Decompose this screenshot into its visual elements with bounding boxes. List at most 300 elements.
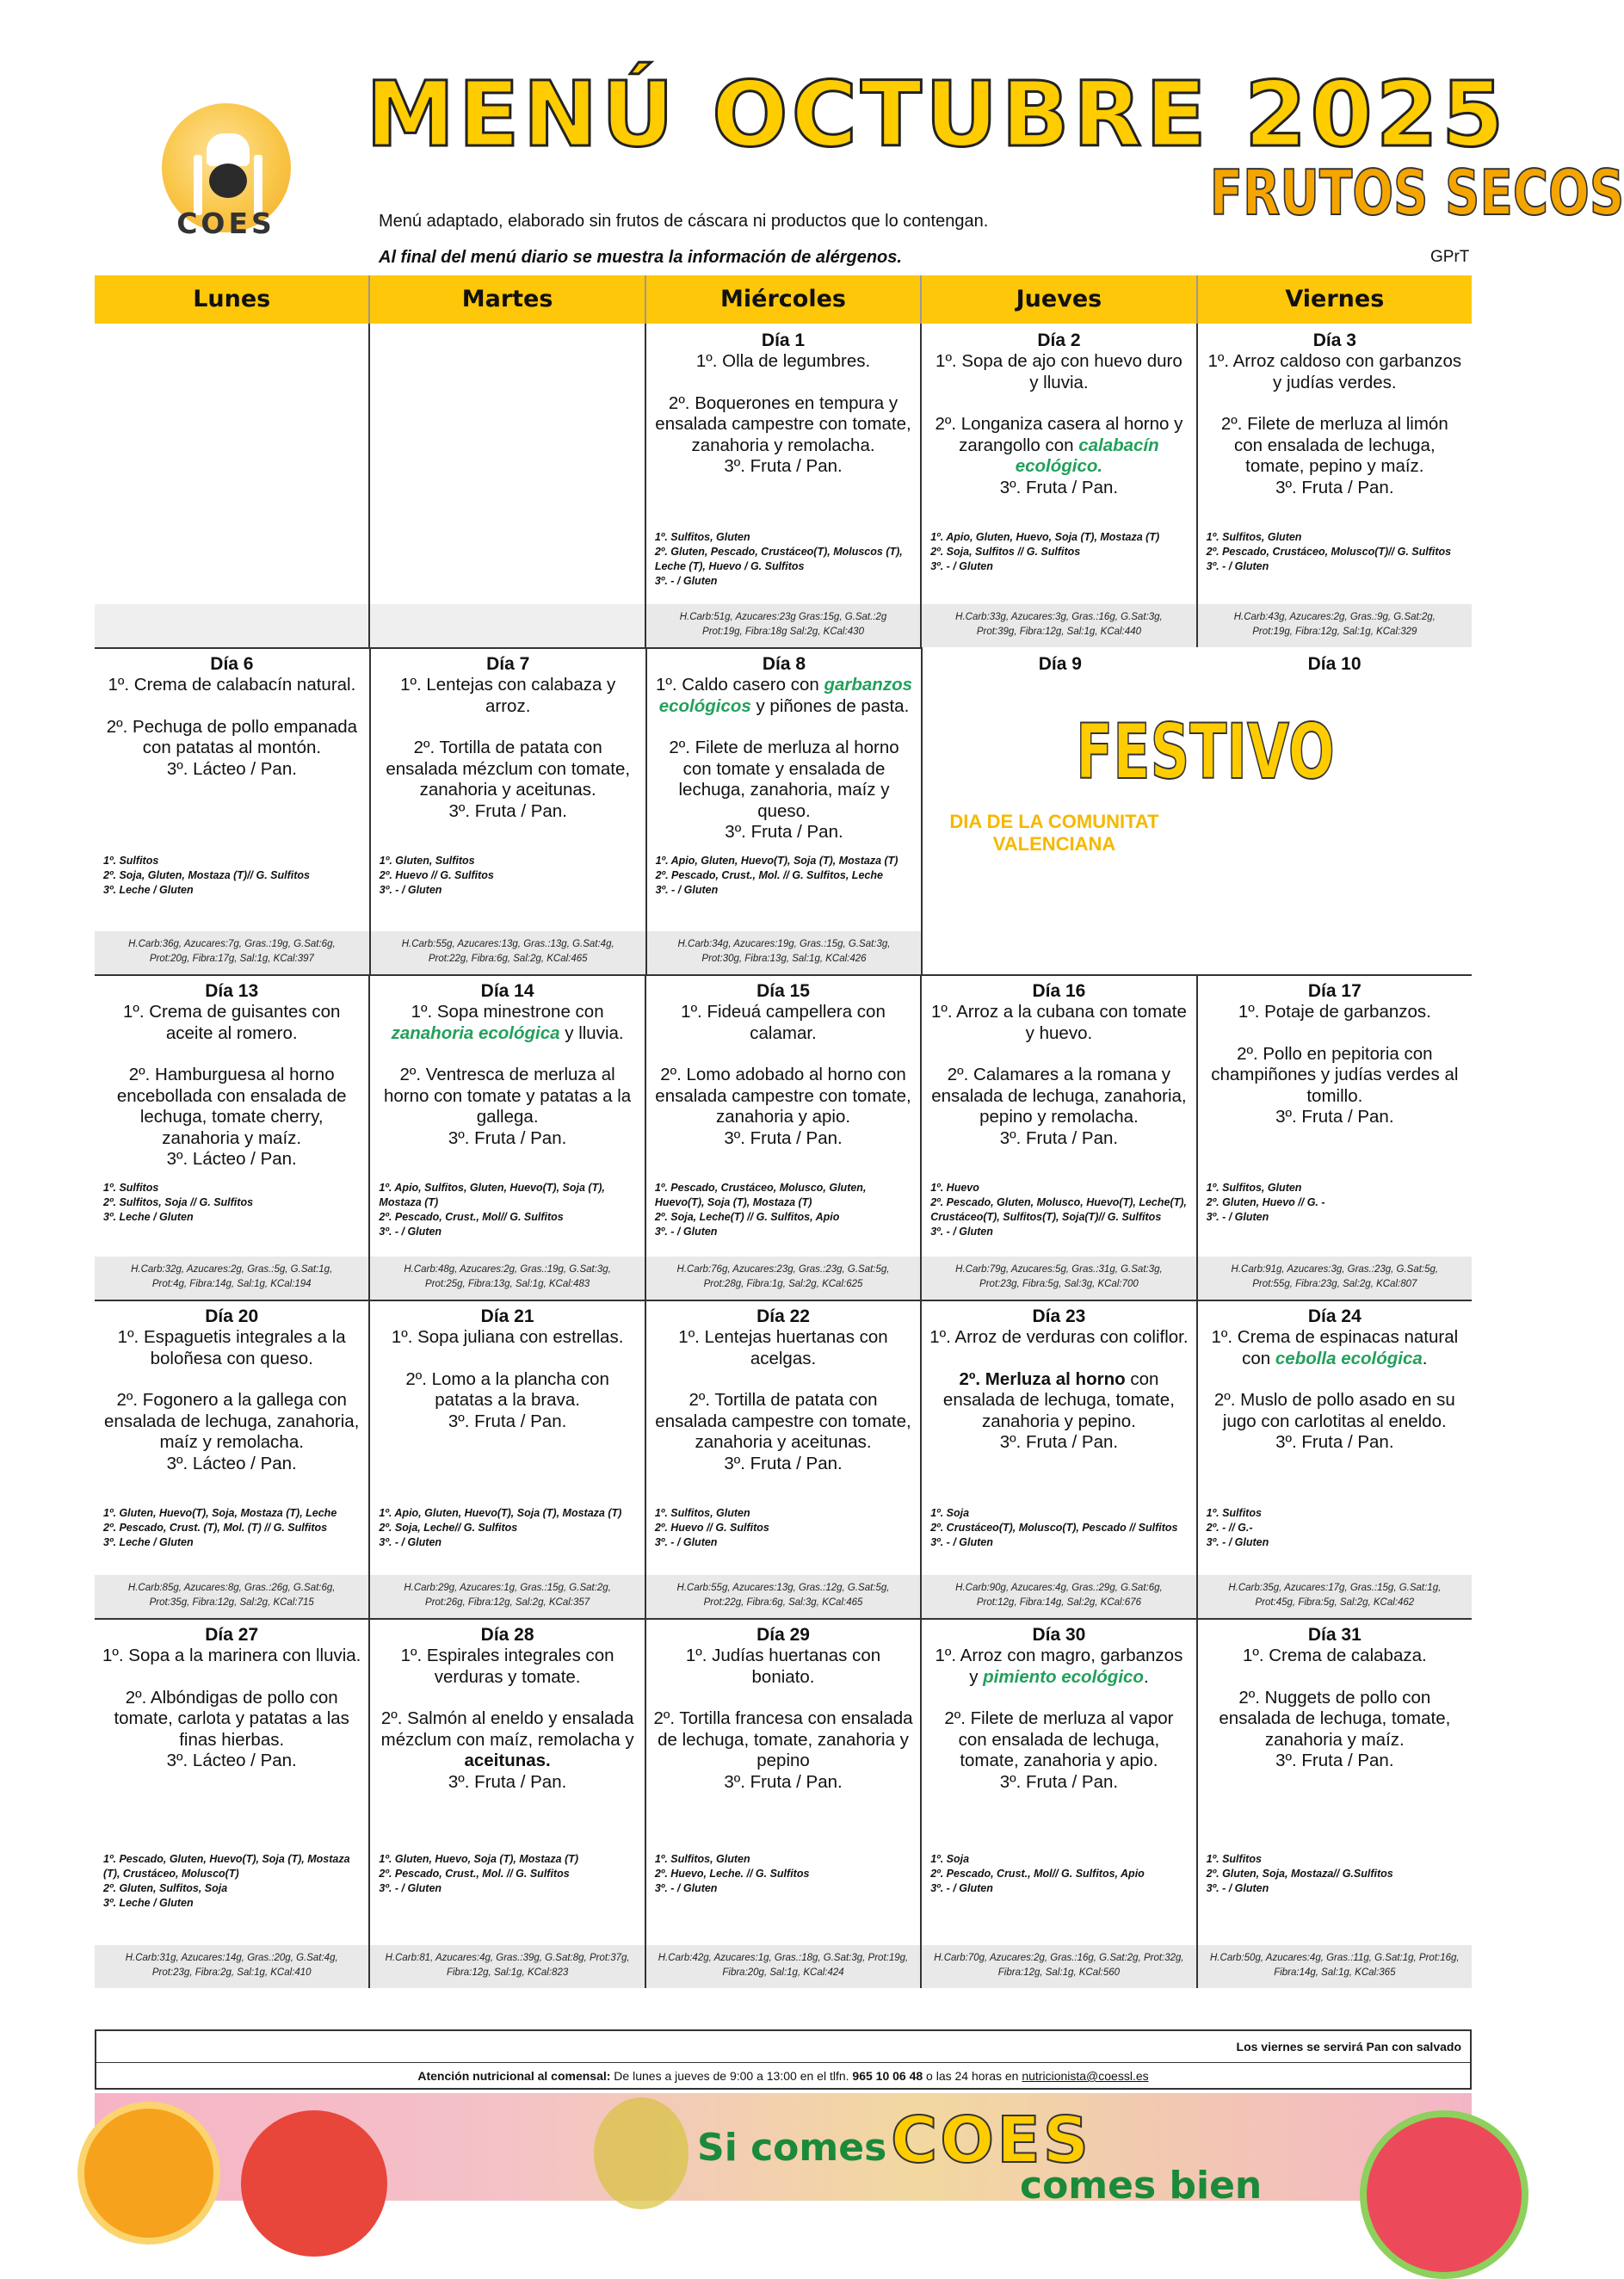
dish-text: 1º. Sopa minestrone con (411, 1002, 604, 1022)
nutrition-info (922, 1257, 1195, 1300)
allergen-line: 2º. Huevo // G. Sulfitos (654, 1522, 769, 1534)
eco-ingredient: zanahoria ecológica (391, 1022, 560, 1043)
day-cell (922, 324, 1197, 647)
nutrition-line: H.Carb:55g, Azucares:13g, Gras.:13g, G.Sat:4g, (401, 939, 614, 949)
dessert: 3º. Fruta / Pan. (999, 1771, 1119, 1792)
nutrition-info (1198, 1575, 1472, 1618)
dessert: 3º. Fruta / Pan. (999, 1127, 1119, 1148)
first-course: 1º. Espirales integrales con verduras y tomate. (400, 1646, 614, 1687)
nutrition-line: H.Carb:36g, Azucares:7g, Gras.:19g, G.Sat:6g, (128, 939, 336, 949)
allergen-line: 2º. Pescado, Crust., Mol. // G. Sulfitos, Leche (655, 869, 883, 881)
day-date: Día 3 (1312, 330, 1356, 350)
second-course: 2º. Tortilla de patata con ensalada mézclum con tomate, zanahoria y aceitunas. (386, 738, 631, 800)
second-course: 2º. Ventresca de merluza al horno con tomate y patatas a la gallega. (384, 1065, 632, 1127)
contact-email-link[interactable]: nutricionista@coessl.es (1022, 2069, 1149, 2083)
allergen-line: 3º. - / Gluten (654, 1226, 718, 1238)
nutrition-line: Prot:19g, Fibra:18g Sal:2g, KCal:430 (702, 627, 864, 637)
nutrition-line: Fibra:20g, Sal:1g, KCal:424 (722, 1967, 844, 1978)
contact-text: De lunes a jueves de 9:00 a 13:00 en el tlfn. (610, 2069, 853, 2083)
nutrition-line: Prot:22g, Fibra:6g, Sal:3g, KCal:465 (703, 1597, 863, 1608)
week-row (95, 1618, 1472, 1988)
holiday-name (917, 811, 1192, 855)
week-row (95, 974, 1472, 1301)
day-cell (1198, 1300, 1472, 1618)
day-date: Día 14 (480, 981, 534, 1001)
first-course: 1º. Arroz de verduras con coliflor. (929, 1327, 1189, 1347)
allergen-line: 3º. - / Gluten (654, 1882, 718, 1894)
day-date: Día 27 (205, 1625, 259, 1645)
day-cell (646, 324, 922, 647)
nutrition-line: H.Carb:32g, Azucares:2g, Gras.:5g, G.Sat:1g, (131, 1264, 333, 1275)
first-course: 1º. Crema de calabaza. (1242, 1646, 1427, 1665)
day-cell (1198, 974, 1472, 1300)
nutrition-info (370, 1945, 644, 1988)
contact-text-2: o las 24 horas en (923, 2069, 1022, 2083)
allergen-line: 2º. Huevo // G. Sulfitos (379, 869, 494, 881)
dessert: 3º. Lácteo / Pan. (166, 1453, 297, 1473)
day-cell (371, 647, 647, 974)
first-course: 1º. Lentejas con calabaza y arroz. (400, 675, 616, 716)
allergen-line: 1º. Gluten, Sulfitos (379, 855, 475, 867)
allergen-info (930, 530, 1189, 574)
day-cell (646, 1618, 922, 1988)
allergen-line: 2º. Gluten, Soja, Mostaza// G.Sulfitos (1206, 1868, 1393, 1880)
day-cell (1197, 647, 1472, 974)
day-cell (1198, 324, 1472, 647)
day-cell (95, 1300, 370, 1618)
nutrition-line: Prot:12g, Fibra:14g, Sal:2g, KCal:676 (976, 1597, 1141, 1608)
second-course (922, 1369, 1195, 1433)
day-cell (647, 647, 923, 974)
menu-code: GPrT (1430, 248, 1470, 266)
allergen-line: 1º. Huevo (930, 1182, 979, 1194)
day-cell (646, 1300, 922, 1618)
friday-bread-note: Los viernes se servirá Pan con salvado (1236, 2040, 1461, 2054)
eco-ingredient: calabacín ecológico. (1015, 435, 1159, 476)
day-cell (646, 974, 922, 1300)
day-cell (922, 1618, 1197, 1988)
dessert: 3º. Fruta / Pan. (724, 1453, 843, 1473)
second-course: 2º. Tortilla de patata con ensalada campestre con tomate, zanahoria y aceitunas. (655, 1390, 911, 1452)
week-row (95, 1300, 1472, 1620)
day-date: Día 9 (1038, 654, 1082, 674)
allergen-info (103, 1506, 361, 1550)
first-course (370, 1002, 644, 1044)
allergen-line: 2º. Gluten, Huevo // G. - (1206, 1196, 1325, 1208)
allergen-line: 1º. Apio, Gluten, Huevo(T), Soja (T), Mostaza (T) (655, 855, 898, 867)
nutrition-line: H.Carb:91g, Azucares:3g, Gras.:23g, G.Sat:5g, (1231, 1264, 1439, 1275)
allergen-line: 2º. Crustáceo(T), Molusco(T), Pescado // Sulfitos (930, 1522, 1178, 1534)
nutrition-info (95, 931, 369, 974)
day-date: Día 1 (761, 330, 806, 350)
day-date: Día 31 (1307, 1625, 1362, 1645)
day-date: Día 15 (756, 981, 810, 1001)
day-cell (370, 1300, 645, 1618)
dessert: 3º. Lácteo / Pan. (166, 1149, 297, 1169)
nutrition-line: H.Carb:70g, Azucares:2g, Gras.:16g, G.Sat:2g, Prot:32g, (934, 1953, 1184, 1963)
allergen-line: 2º. Sulfitos, Soja // G. Sulfitos (103, 1196, 254, 1208)
first-course: 1º. Judías huertanas con boniato. (685, 1646, 881, 1687)
orange-slice-icon (77, 2102, 220, 2245)
nutrition-info (371, 931, 645, 974)
day-date: Día 29 (756, 1625, 810, 1645)
allergen-line: 1º. Sulfitos, Gluten (1206, 531, 1302, 543)
second-course: 2º. Muslo de pollo asado en su jugo con carlotitas al eneldo. (1213, 1390, 1455, 1431)
allergen-info (379, 1181, 637, 1239)
day-date: Día 6 (210, 654, 254, 674)
allergen-line: 1º. Sulfitos, Gluten (654, 531, 750, 543)
allergen-info (1207, 1181, 1465, 1225)
nutrition-line: Fibra:14g, Sal:1g, KCal:365 (1274, 1967, 1396, 1978)
nutrition-line: Prot:30g, Fibra:13g, Sal:1g, KCal:426 (701, 954, 867, 964)
dish-text: 1º. Caldo casero con (655, 675, 824, 695)
allergen-line: 3º. Leche / Gluten (103, 884, 194, 896)
chef-hat-icon (207, 133, 250, 166)
allergen-line: 3º. - / Gluten (379, 1226, 442, 1238)
nutrition-line: Prot:45g, Fibra:5g, Sal:2g, KCal:462 (1255, 1597, 1415, 1608)
first-course: 1º. Olla de legumbres. (695, 351, 871, 371)
nutrition-line: H.Carb:31g, Azucares:14g, Gras.:20g, G.Sat:4g, (125, 1953, 338, 1963)
nutrition-line: Prot:4g, Fibra:14g, Sal:1g, KCal:194 (151, 1279, 312, 1289)
day-date: Día 20 (205, 1306, 259, 1326)
footer (95, 2029, 1472, 2090)
dish-text: 2º. Longaniza casera al horno y zarangollo con (935, 414, 1183, 455)
nutrition-info (95, 1945, 368, 1988)
second-course: 2º. Lomo adobado al horno con ensalada campestre con tomate, zanahoria y apio. (655, 1065, 911, 1127)
allergen-info (103, 1852, 361, 1911)
allergen-line: 1º. Gluten, Huevo, Soja (T), Mostaza (T) (379, 1853, 579, 1865)
slogan-suffix: comes bien (1020, 2164, 1263, 2208)
allergen-line: 3º. - / Gluten (379, 1536, 442, 1548)
dessert: 3º. Fruta / Pan. (1275, 477, 1394, 497)
allergen-line: 3º. - / Gluten (1206, 1882, 1269, 1894)
allergen-line: 1º. Sulfitos (1206, 1853, 1262, 1865)
allergen-line: 1º. Pescado, Gluten, Huevo(T), Soja (T), Mostaza (T), Crustáceo, Molusco(T) (103, 1853, 350, 1880)
allergen-info (379, 1852, 637, 1896)
nutrition-info (647, 931, 922, 974)
day-cell (370, 974, 645, 1300)
allergen-note: Al final del menú diario se muestra la información de alérgenos. (379, 248, 902, 267)
dessert: 3º. Fruta / Pan. (448, 1127, 567, 1148)
day-cell (922, 1300, 1197, 1618)
first-course: 1º. Crema de guisantes con aceite al romero. (122, 1002, 341, 1043)
allergen-line: 1º. Sulfitos, Gluten (1206, 1182, 1302, 1194)
allergen-line: 1º. Sulfitos (1206, 1507, 1262, 1519)
day-date: Día 21 (480, 1306, 534, 1326)
nutrition-line: H.Carb:50g, Azucares:4g, Gras.:11g, G.Sat:1g, Prot:16g, (1210, 1953, 1460, 1963)
nutrition-line: Fibra:12g, Sal:1g, KCal:560 (997, 1967, 1121, 1978)
dessert: 3º. Fruta / Pan. (724, 456, 843, 476)
second-course: 2º. Lomo a la plancha con patatas a la brava. (405, 1368, 609, 1410)
apple-icon (241, 2110, 387, 2257)
nutrition-info-empty (1197, 931, 1472, 974)
first-course: 1º. Sopa a la marinera con lluvia. (102, 1646, 361, 1665)
allergen-line: 2º. Pescado, Crust., Mol. // G. Sulfitos (379, 1868, 570, 1880)
nutrition-line: H.Carb:35g, Azucares:17g, Gras.:15g, G.Sat:1g, (1228, 1583, 1442, 1593)
allergen-line: 3º. - / Gluten (1206, 560, 1269, 572)
contact-phone[interactable]: 965 10 06 48 (852, 2069, 923, 2083)
allergen-line: 1º. Soja (930, 1507, 970, 1519)
first-course: 1º. Sopa juliana con estrellas. (391, 1327, 624, 1347)
allergen-info (930, 1181, 1189, 1239)
day-date: Día 7 (486, 654, 530, 674)
weekday-label: Martes (370, 275, 645, 324)
dish-text: y piñones de pasta. (750, 695, 910, 716)
allergen-line: 2º. Soja, Leche(T) // G. Sulfitos, Apio (654, 1211, 840, 1223)
nutrition-info (646, 604, 920, 647)
allergen-line: 3º. Leche / Gluten (103, 1211, 194, 1223)
nutrition-line: Prot:23g, Fibra:5g, Sal:3g, KCal:700 (979, 1279, 1139, 1289)
dish-text-bold: 2º. Merluza al horno (959, 1368, 1126, 1389)
allergen-line: 2º. Gluten, Sulfitos, Soja (103, 1882, 228, 1894)
nutrition-line: Prot:23g, Fibra:2g, Sal:1g, KCal:410 (151, 1967, 312, 1978)
first-course: 1º. Sopa de ajo con huevo duro y lluvia. (935, 351, 1182, 392)
first-course: 1º. Lentejas huertanas con acelgas. (678, 1327, 888, 1368)
second-course: 2º. Filete de merluza al horno con tomate y ensalada de lechuga, zanahoria, maíz y queso. (669, 738, 899, 821)
nutrition-line: H.Carb:33g, Azucares:3g, Gras.:16g, G.Sat:3g, (955, 612, 1163, 622)
nutrition-line: H.Carb:29g, Azucares:1g, Gras.:15g, G.Sat:2g, (404, 1583, 611, 1593)
allergen-line: 3º. - / Gluten (654, 1536, 718, 1548)
nutrition-line: H.Carb:76g, Azucares:23g, Gras.:23g, G.Sat:5g, (676, 1264, 890, 1275)
nutrition-line: H.Carb:43g, Azucares:2g, Gras.:9g, G.Sat:2g, (1233, 612, 1436, 622)
day-date: Día 22 (756, 1306, 810, 1326)
day-cell (922, 974, 1197, 1300)
day-date: Día 30 (1032, 1625, 1086, 1645)
nutrition-info-empty (95, 604, 368, 647)
week-row (95, 324, 1472, 649)
day-date: Día 28 (480, 1625, 534, 1645)
contact-line (96, 2069, 1470, 2083)
nutrition-line: Prot:26g, Fibra:12g, Sal:2g, KCal:357 (425, 1597, 590, 1608)
dessert: 3º. Fruta / Pan. (999, 1432, 1119, 1452)
allergen-line: 1º. Gluten, Huevo(T), Soja, Mostaza (T), Leche (103, 1507, 337, 1519)
second-course: 2º. Filete de merluza al limón con ensalada de lechuga, tomate, pepino y maíz. (1220, 414, 1448, 476)
allergen-line: 1º. Apio, Gluten, Huevo, Soja (T), Mostaza (T) (930, 531, 1160, 543)
nutrition-line: Prot:28g, Fibra:1g, Sal:2g, KCal:625 (703, 1279, 863, 1289)
page-subtitle: FRUTOS SECOS (1209, 157, 1624, 229)
second-course: 2º. Tortilla francesa con ensalada de lechuga, tomate, zanahoria y pepino (653, 1708, 913, 1770)
day-date: Día 8 (762, 654, 806, 674)
nutrition-line: H.Carb:42g, Azucares:1g, Gras.:18g, G.Sat:3g, Prot:19g, (658, 1953, 909, 1963)
allergen-line: 2º. Pescado, Crustáceo, Molusco(T)// G. Sulfitos (1206, 546, 1452, 558)
allergen-line: 2º. Soja, Leche// G. Sulfitos (379, 1522, 518, 1534)
allergen-info (930, 1506, 1189, 1550)
weekday-header (95, 275, 1472, 324)
second-course: 2º. Calamares a la romana y ensalada de lechuga, zanahoria, pepino y remolacha. (931, 1065, 1187, 1127)
pear-icon (594, 2097, 689, 2209)
dessert: 3º. Fruta / Pan. (1275, 1432, 1394, 1452)
page-title: MENÚ OCTUBRE 2025 (366, 62, 1508, 167)
nutrition-line: H.Carb:90g, Azucares:4g, Gras.:29g, G.Sat:6g, (955, 1583, 1163, 1593)
nutrition-info (646, 1257, 920, 1300)
allergen-info (380, 854, 639, 898)
nutrition-info (370, 1575, 644, 1618)
nutrition-info (95, 1257, 368, 1300)
eco-ingredient: pimiento ecológico (983, 1666, 1144, 1687)
coes-logo (146, 103, 306, 241)
dessert: 3º. Fruta / Pan. (448, 1771, 567, 1792)
allergen-line: 1º. Soja (930, 1853, 970, 1865)
allergen-line: 1º. Apio, Gluten, Huevo(T), Soja (T), Mostaza (T) (379, 1507, 622, 1519)
day-date: Día 16 (1032, 981, 1086, 1001)
dessert: 3º. Fruta / Pan. (724, 1127, 843, 1148)
nutrition-line: Prot:20g, Fibra:17g, Sal:1g, KCal:397 (149, 954, 314, 964)
nutrition-info (646, 1575, 920, 1618)
dish-text: 2º. Salmón al eneldo y ensalada mézclum con maíz, remolacha y (380, 1708, 634, 1750)
allergen-info (103, 854, 362, 898)
day-date: Día 2 (1037, 330, 1081, 350)
allergen-line: 2º. Pescado, Crust., Mol// G. Sulfitos (379, 1211, 564, 1223)
allergen-line: 1º. Sulfitos (103, 855, 159, 867)
second-course: 2º. Fogonero a la gallega con ensalada de lechuga, zanahoria, maíz y remolacha. (104, 1390, 360, 1452)
allergen-line: 2º. Soja, Gluten, Mostaza (T)// G. Sulfitos (103, 869, 311, 881)
nutrition-line: H.Carb:51g, Azucares:23g Gras:15g, G.Sat.:2g (679, 612, 887, 622)
nutrition-info-empty (923, 931, 1197, 974)
allergen-line: 2º. Gluten, Pescado, Crustáceo(T), Moluscos (T), Leche (T), Huevo / G. Sulfitos (654, 546, 903, 572)
allergen-line: 2º. - // G.- (1206, 1522, 1253, 1534)
second-course (922, 414, 1195, 478)
nutrition-line: H.Carb:81, Azucares:4g, Gras.:39g, G.Sat:8g, Prot:37g, (385, 1953, 630, 1963)
nutrition-line: Prot:35g, Fibra:12g, Sal:2g, KCal:715 (149, 1597, 314, 1608)
allergen-line: 1º. Pescado, Crustáceo, Molusco, Gluten, Huevo(T), Soja (T), Mostaza (T) (654, 1182, 867, 1208)
nutrition-info (922, 1945, 1195, 1988)
dessert: 3º. Fruta / Pan. (724, 1771, 843, 1792)
weekday-label: Viernes (1285, 286, 1385, 312)
allergen-info (1207, 1506, 1465, 1550)
first-course (647, 675, 922, 717)
allergen-info (656, 854, 915, 898)
day-date: Día 24 (1307, 1306, 1362, 1326)
first-course: 1º. Arroz a la cubana con tomate y huevo. (930, 1002, 1187, 1043)
allergen-line: 3º. - / Gluten (930, 1536, 993, 1548)
day-cell (370, 1618, 645, 1988)
dish-text-bold: aceitunas. (464, 1751, 551, 1770)
nutrition-info-empty (370, 604, 644, 647)
day-cell (95, 647, 371, 974)
first-course: 1º. Fideuá campellera con calamar. (681, 1002, 886, 1043)
nutrition-line: Fibra:12g, Sal:1g, KCal:823 (446, 1967, 569, 1978)
dish-text: . (1422, 1348, 1428, 1368)
first-course: 1º. Crema de calabacín natural. (108, 675, 356, 695)
week-row (95, 647, 1472, 976)
eco-ingredient: garbanzos ecológicos (658, 675, 913, 716)
allergen-line: 3º. - / Gluten (930, 560, 993, 572)
day-date: Día 10 (1307, 654, 1362, 674)
dessert: 3º. Lácteo / Pan. (166, 758, 297, 779)
nutrition-info (95, 1575, 368, 1618)
allergen-line: 3º. - / Gluten (1206, 1211, 1269, 1223)
holiday-name-line: VALENCIANA (992, 833, 1116, 855)
allergen-line: 2º. Soja, Sulfitos // G. Sulfitos (930, 546, 1081, 558)
allergen-info (103, 1181, 361, 1225)
day-date: Día 17 (1307, 981, 1362, 1001)
nutrition-info (1198, 1945, 1472, 1988)
day-date: Día 13 (205, 981, 259, 1001)
eco-ingredient: cebolla ecológica (1275, 1348, 1423, 1368)
nutrition-line: Prot:22g, Fibra:6g, Sal:2g, KCal:465 (428, 954, 588, 964)
allergen-line: 2º. Pescado, Gluten, Molusco, Huevo(T), Leche(T), Crustáceo(T), Sulfitos(T), Soja(T)// G. Sulfitos (930, 1196, 1187, 1223)
allergen-info (379, 1506, 637, 1550)
nutrition-line: Prot:19g, Fibra:12g, Sal:1g, KCal:329 (1252, 627, 1417, 637)
allergen-line: 1º. Sulfitos (103, 1182, 159, 1194)
second-course (370, 1708, 644, 1772)
day-cell (370, 324, 645, 647)
dish-text: 1º. Crema de espinacas natural con (1211, 1327, 1459, 1368)
allergen-line: 3º. - / Gluten (1206, 1536, 1269, 1548)
first-course: 1º. Potaje de garbanzos. (1238, 1002, 1431, 1022)
dessert: 3º. Fruta / Pan. (1275, 1751, 1394, 1770)
allergen-line: 2º. Pescado, Crust. (T), Mol. (T) // G. Sulfitos (103, 1522, 328, 1534)
slogan-brand: COES (891, 2103, 1092, 2177)
holiday-name-line: DIA DE LA COMUNITAT (949, 811, 1159, 832)
weekday-label: Lunes (95, 275, 370, 324)
nutrition-line: Prot:39g, Fibra:12g, Sal:1g, KCal:440 (976, 627, 1141, 637)
weekday-label: Miércoles (646, 275, 922, 324)
slogan-banner (95, 2093, 1472, 2208)
contact-label: Atención nutricional al comensal: (417, 2069, 611, 2083)
allergen-line: 3º. Leche / Gluten (103, 1536, 194, 1548)
allergen-info (655, 530, 913, 589)
second-course: 2º. Boquerones en tempura y ensalada campestre con tomate, zanahoria y remolacha. (655, 392, 911, 455)
allergen-line: 3º. - / Gluten (930, 1882, 993, 1894)
day-cell (95, 974, 370, 1300)
day-cell (95, 1618, 370, 1988)
dessert: 3º. Fruta / Pan. (1275, 1107, 1394, 1127)
nutrition-line: H.Carb:55g, Azucares:13g, Gras.:12g, G.Sat:5g, (676, 1583, 890, 1593)
nutrition-line: H.Carb:85g, Azucares:8g, Gras.:26g, G.Sat:6g, (127, 1583, 336, 1593)
second-course: 2º. Hamburguesa al horno encebollada con ensalada de lechuga, tomate cherry, zanahoria y maíz. (116, 1065, 347, 1148)
allergen-info (655, 1852, 913, 1896)
festivo-label: FESTIVO (1076, 707, 1335, 796)
dish-text: 1º. Arroz con magro, garbanzos y (935, 1646, 1183, 1687)
second-course: 2º. Filete de merluza al vapor con ensalada de lechuga, tomate, zanahoria y apio. (944, 1708, 1174, 1770)
slogan-prefix: Si comes (697, 2126, 887, 2170)
first-course (922, 1646, 1195, 1688)
allergen-line: 3º. - / Gluten (379, 884, 442, 896)
nutrition-line: H.Carb:34g, Azucares:19g, Gras.:15g, G.Sat:3g, (677, 939, 891, 949)
nutrition-line: Prot:25g, Fibra:13g, Sal:1g, KCal:483 (425, 1279, 590, 1289)
second-course: 2º. Nuggets de pollo con ensalada de lechuga, tomate, zanahoria y maíz. (1219, 1687, 1451, 1750)
second-course: 2º. Pollo en pepitoria con champiñones y judías verdes al tomillo. (1211, 1043, 1459, 1106)
first-course (1198, 1327, 1472, 1369)
dessert: 3º. Fruta / Pan. (448, 800, 567, 821)
menu-note: Menú adaptado, elaborado sin frutos de cáscara ni productos que lo contengan. (379, 212, 989, 231)
second-course: 2º. Albóndigas de pollo con tomate, carlota y patatas a las finas hierbas. (114, 1687, 349, 1750)
nutrition-info (1198, 1257, 1472, 1300)
weekday-label: Jueves (922, 275, 1197, 324)
nutrition-info (922, 604, 1195, 647)
allergen-line: 2º. Huevo, Leche. // G. Sulfitos (654, 1868, 810, 1880)
nutrition-info (922, 1575, 1195, 1618)
allergen-line: 3º. Leche / Gluten (103, 1897, 194, 1909)
dessert: 3º. Fruta / Pan. (725, 822, 843, 842)
allergen-line: 1º. Apio, Sulfitos, Gluten, Huevo(T), Soja (T), Mostaza (T) (379, 1182, 605, 1208)
chef-icon (209, 164, 247, 198)
day-date: Día 23 (1032, 1306, 1086, 1326)
allergen-line: 1º. Sulfitos, Gluten (654, 1853, 750, 1865)
nutrition-line: H.Carb:48g, Azucares:2g, Gras.:19g, G.Sat:3g, (404, 1264, 611, 1275)
nutrition-info (1198, 604, 1472, 647)
logo-text: COES (176, 207, 275, 240)
nutrition-info (646, 1945, 920, 1988)
nutrition-line: H.Carb:79g, Azucares:5g, Gras.:31g, G.Sat:3g, (955, 1264, 1163, 1275)
dessert: 3º. Fruta / Pan. (999, 477, 1119, 497)
allergen-line: 3º. - / Gluten (654, 575, 718, 587)
first-course: 1º. Arroz caldoso con garbanzos y judías verdes. (1207, 351, 1462, 392)
day-cell (95, 324, 370, 647)
allergen-info (1207, 530, 1465, 574)
dish-text: con ensalada de lechuga, tomate, zanahoria y pepino. (942, 1368, 1175, 1431)
